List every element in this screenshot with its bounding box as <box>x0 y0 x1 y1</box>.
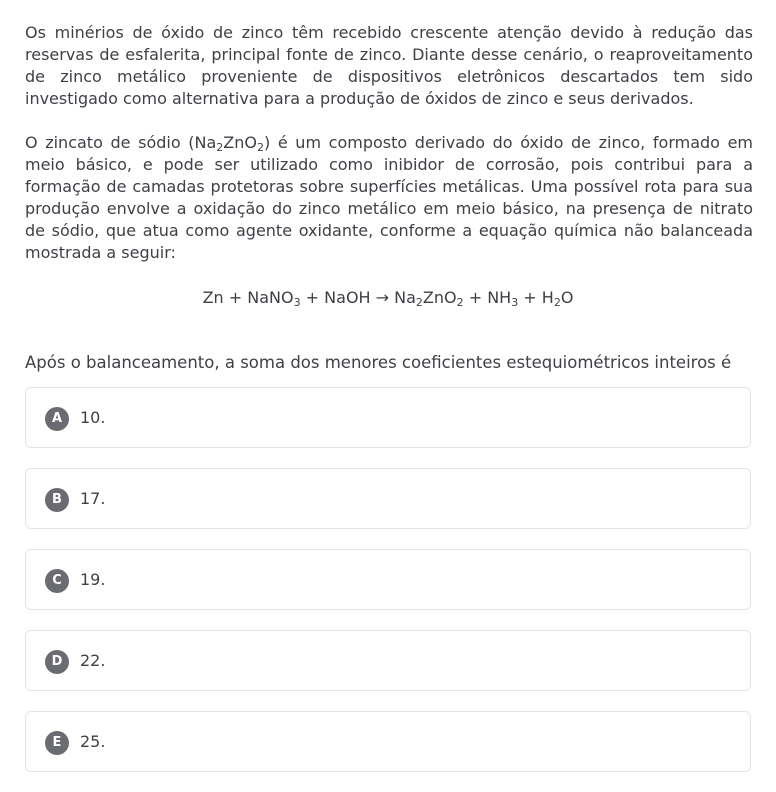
option-e-text: 25. <box>80 732 106 751</box>
option-b[interactable] <box>25 468 751 529</box>
eq-part-6: O <box>560 288 574 307</box>
p2-before: O zincato de sódio (Na <box>25 133 217 152</box>
eq-part-2: + NaOH → Na <box>300 288 416 307</box>
eq-part-3: ZnO <box>422 288 457 307</box>
zincate-paragraph <box>25 132 753 264</box>
eq-sub-3: 2 <box>456 296 464 309</box>
option-b-text: 17. <box>80 489 106 508</box>
option-e[interactable] <box>25 711 751 772</box>
eq-sub-2: 2 <box>415 296 423 309</box>
eq-part-5: + H <box>518 288 554 307</box>
eq-sub-1: 3 <box>293 296 301 309</box>
intro-paragraph: Os minérios de óxido de zinco têm recebido crescente atenção devido à redução das reservas de esfalerita, principal fonte de zinco. Diante desse cenário, o reaproveitamento de zinco metálico proveniente de dispositivos eletrônicos descartados tem sido investigado como alternativa para a produção de óxidos de zinco e seus derivados. <box>25 23 753 108</box>
eq-sub-5: 2 <box>553 296 561 309</box>
question-stem: Após o balanceamento, a soma dos menores coeficientes estequiométricos inteiros é <box>25 353 732 372</box>
p2-mid1: ZnO <box>223 133 257 152</box>
eq-part-4: + NH <box>463 288 512 307</box>
option-c[interactable] <box>25 549 751 610</box>
eq-part-1: Zn + NaNO <box>202 288 294 307</box>
option-e-letter-badge: E <box>45 731 69 755</box>
option-a[interactable] <box>25 387 751 448</box>
chemical-equation <box>0 287 776 309</box>
option-b-letter-badge: B <box>45 488 69 512</box>
option-c-letter-badge: C <box>45 569 69 593</box>
option-d[interactable] <box>25 630 751 691</box>
option-d-letter-badge: D <box>45 650 69 674</box>
option-d-text: 22. <box>80 651 106 670</box>
p2-sub1: 2 <box>216 141 224 154</box>
eq-sub-4: 3 <box>511 296 519 309</box>
option-a-letter-badge: A <box>45 407 69 431</box>
option-c-text: 19. <box>80 570 106 589</box>
p2-after: ) é um composto derivado do óxido de zinco, formado em meio básico, e pode ser utilizado como inibidor de corrosão, pois contribui para a formação de camadas protetoras sobre superfícies metálicas. Uma possível rota para sua produção envolve a oxidação do zinco metálico em meio básico, na presença de nitrato de sódio, que atua como agente oxidante, conforme a equação química não balanceada mostrada a seguir: <box>25 133 753 262</box>
option-a-text: 10. <box>80 408 106 427</box>
p2-sub2: 2 <box>256 141 264 154</box>
